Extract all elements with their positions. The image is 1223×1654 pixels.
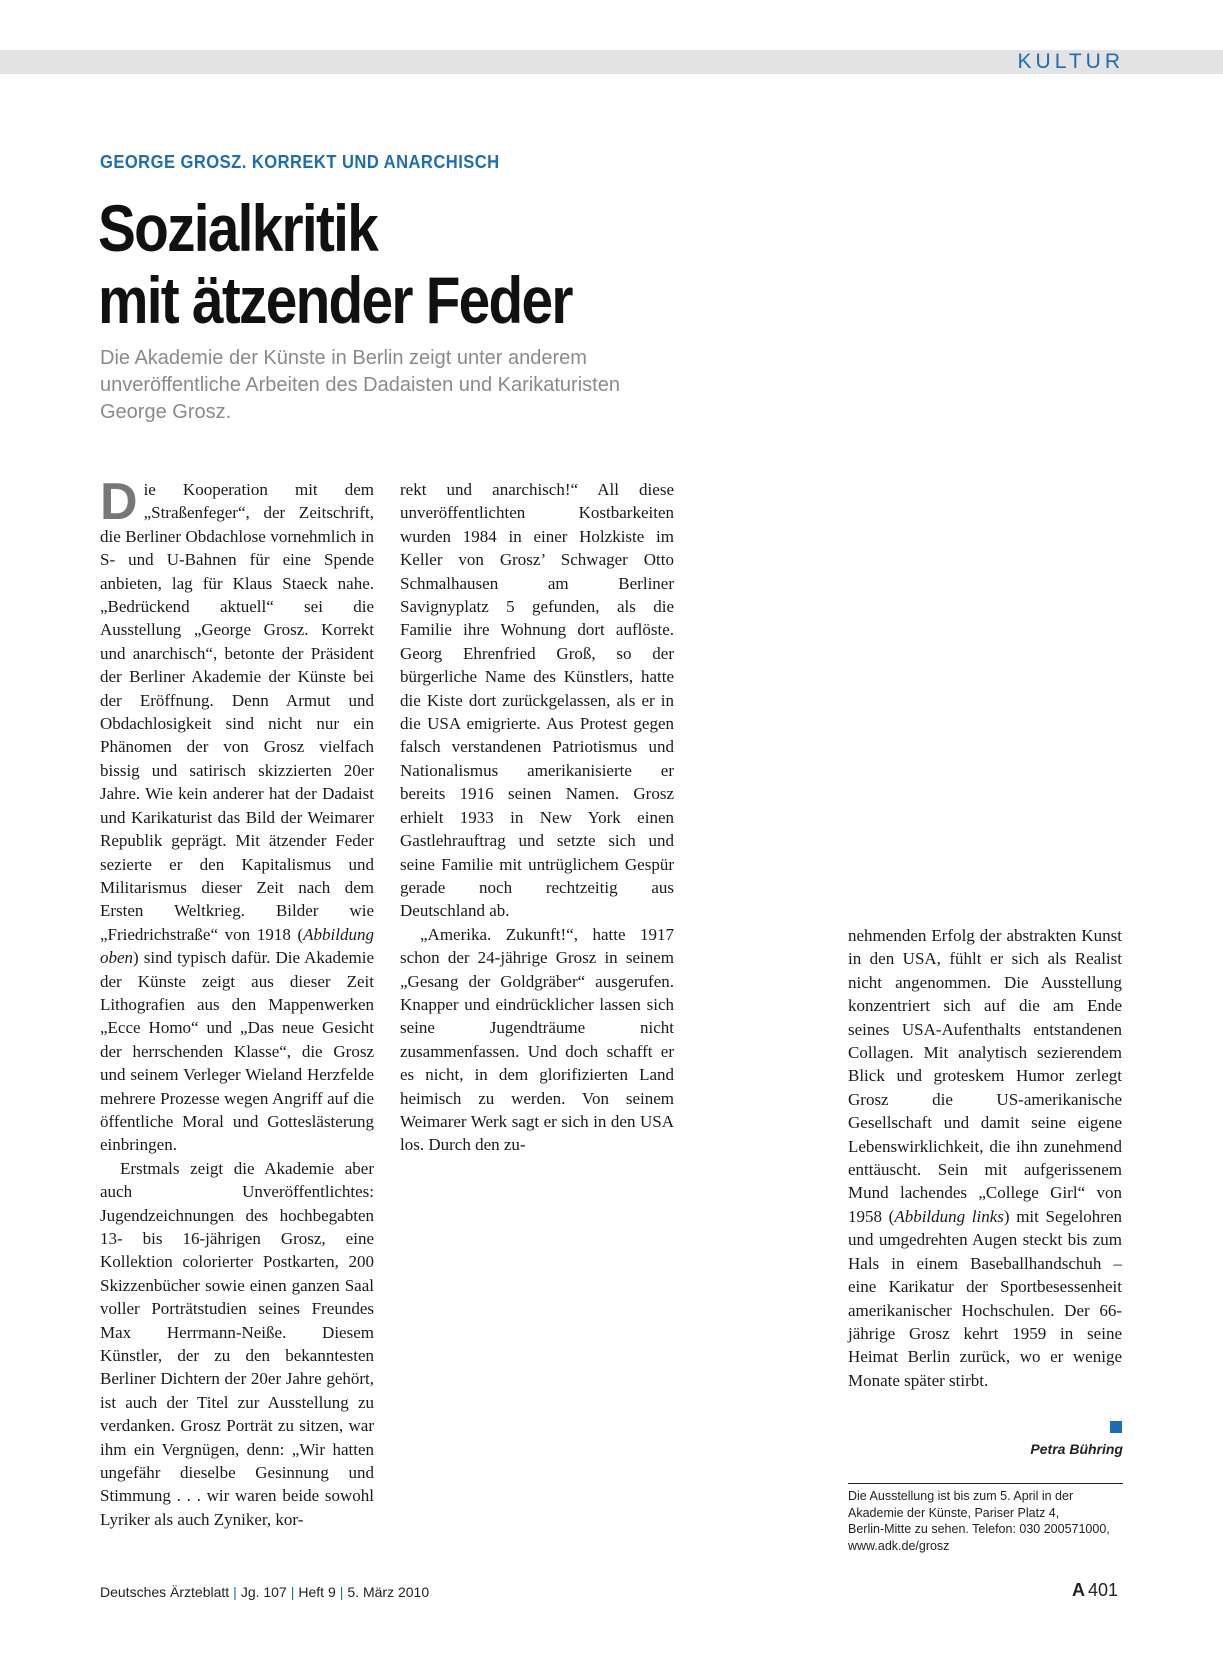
text-column-1	[100, 473, 374, 1531]
paragraph	[848, 924, 1122, 1392]
paragraph-text: ie Kooperation mit dem „Straßenfeger“, der Zeitschrift, die Berliner Obdachlose vornehmlich in S- und U-Bahnen für eine Spende anbieten, lag für Klaus Staeck nahe. „Bedrückend aktuell“ sei die Ausstellung „George Grosz. Korrekt und anarchisch“, betonte der Präsident der Berliner Akademie der Künste bei der Eröffnung. Denn Armut und Obdachlosigkeit sind nicht nur ein Phänomen der von Grosz vielfach bissig und satirisch skizzierten 20er Jahre. Wie kein anderer hat der Dadaist und Karikaturist das Bild der Weimarer Republik geprägt. Mit ätzender Feder sezierte er den Kapitalismus und Militarismus dieser Zeit nach dem Ersten Weltkrieg. Bilder wie „Friedrichstraße“ von 1918 (	[100, 480, 374, 944]
article-kicker: GEORGE GROSZ. KORREKT UND ANARCHISCH	[100, 152, 500, 172]
section-label: KULTUR	[1017, 50, 1124, 73]
article-headline	[98, 192, 614, 336]
journal-issue: Heft 9	[298, 1584, 336, 1600]
footer-separator: |	[233, 1584, 237, 1600]
text-column-2	[400, 478, 674, 1157]
info-link[interactable]: www.adk.de/grosz	[848, 1538, 950, 1553]
footer-separator: |	[339, 1584, 344, 1600]
paragraph-text: nehmenden Erfolg der abstrakten Kunst in den USA, fühlt er sich als Realist nicht angenommen. Die Ausstellung konzentriert sich auf die am Ende seines USA-Aufenthalts entstandenen Collagen. Mit analytisch sezierendem Blick und groteskem Humor zerlegt Grosz die US-amerikanische Gesellschaft und damit seine eigene Lebenswirklichkeit, die ihn zunehmend enttäuscht. Sein mit aufgerissenem Mund lachendes „College Girl“ von 1958 (	[848, 926, 1122, 1226]
paragraph-text: ) sind typisch dafür. Die Akademie der Künste zeigt aus dieser Zeit Lithografien aus den Mappenwerken „Ecce Homo“ und „Das neue Gesicht der herrschenden Klasse“, die Grosz und seinem Verleger Wieland Herzfelde mehrere Prozesse wegen Angriff auf die öffentliche Moral und Gotteslästerung einbringen.	[100, 948, 374, 1155]
text-column-3	[848, 924, 1122, 1392]
page-prefix: A	[1071, 1580, 1085, 1600]
paragraph: „Amerika. Zukunft!“, hatte 1917 schon der 24-jährige Grosz in seinem „Gesang der Goldgräber“ ausgerufen. Knapper und eindrücklicher lassen sich seine Jugendträume nicht zusammenfassen. Und doch schafft er es nicht, in dem glorifizierten Land heimisch zu werden. Von seinem Weimarer Werk sagt er sich in den USA los. Durch den zu-	[400, 924, 674, 1155]
info-line: Die Ausstellung ist bis zum 5. April in der	[848, 1489, 1074, 1503]
footer-separator: |	[290, 1584, 295, 1600]
headline-line-1: Sozialkritik	[98, 191, 378, 265]
figure-reference: Abbildung links	[894, 1206, 1004, 1226]
article-deck: Die Akademie der Künste in Berlin zeigt unter anderem unveröffentliche Arbeiten des Dadaisten und Karikaturisten George Grosz.	[100, 347, 620, 423]
page-footer	[100, 1584, 429, 1600]
info-line: Berlin-Mitte zu sehen. Telefon: 030 200571000,	[848, 1522, 1110, 1537]
author-byline: Petra Bühring	[1030, 1441, 1123, 1457]
exhibition-info	[848, 1488, 1138, 1554]
info-divider	[848, 1483, 1123, 1484]
figure-reference: Abbildung oben	[100, 924, 374, 968]
info-line: Akademie der Künste, Pariser Platz 4,	[848, 1505, 1060, 1520]
drop-cap: D	[100, 473, 138, 531]
paragraph	[100, 473, 374, 1157]
paragraph-text: ) mit Segelohren und umgedrehten Augen steckt bis zum Hals in einem Baseballhandschuh – eine Karikatur der Sportbesessenheit amerikanischer Hochschulen. Der 66-jährige Grosz kehrt 1959 in seine Heimat Berlin zurück, wo er wenige Monate später stirbt.	[848, 1206, 1122, 1390]
journal-volume: Jg. 107	[240, 1584, 287, 1600]
page-number	[1072, 1580, 1118, 1601]
paragraph: rekt und anarchisch!“ All diese unveröffentlichten Kostbarkeiten wurden 1984 in einer Holzkiste im Keller von Grosz’ Schwager Otto Schmalhausen am Berliner Savignyplatz 5 gefunden, als die Familie ihre Wohnung dort auflöste. Georg Ehrenfried Groß, so der bürgerliche Name des Künstlers, hatte die Kiste dort zurückgelassen, als er in die USA emigrierte. Aus Protest gegen falsch verstandenen Patriotismus und Nationalismus amerikanisierte er bereits 1916 seinen Namen. Grosz erhielt 1933 in New York einen Gastlehrauftrag und setzte sich und seine Familie mit untrüglichem Gespür gerade noch rechtzeitig aus Deutschland ab.	[400, 480, 674, 921]
paragraph: Erstmals zeigt die Akademie aber auch Unveröffentlichtes: Jugendzeichnungen des hochbegabten 13- bis 16-jährigen Grosz, eine Kollektion colorierter Postkarten, 200 Skizzenbücher sowie einen ganzen Saal voller Porträtstudien seines Freundes Max Herrmann-Neiße. Diesem Künstler, der zu den bekanntesten Berliner Dichtern der 20er Jahre gehört, ist auch der Titel zur Ausstellung zu verdanken. Grosz Porträt zu sitzen, war ihm ein Vergnügen, denn: „Wir hatten ungefähr dieselbe Gesinnung und Stimmung . . . wir waren beide sowohl Lyriker als auch Zyniker, kor-	[100, 1158, 374, 1529]
journal-date: 5. März 2010	[347, 1584, 430, 1600]
headline-line-2: mit ätzender Feder	[98, 263, 572, 337]
journal-name: Deutsches Ärzteblatt	[100, 1584, 230, 1600]
page-number-value: 401	[1087, 1580, 1118, 1600]
end-mark-icon	[1110, 1421, 1122, 1433]
